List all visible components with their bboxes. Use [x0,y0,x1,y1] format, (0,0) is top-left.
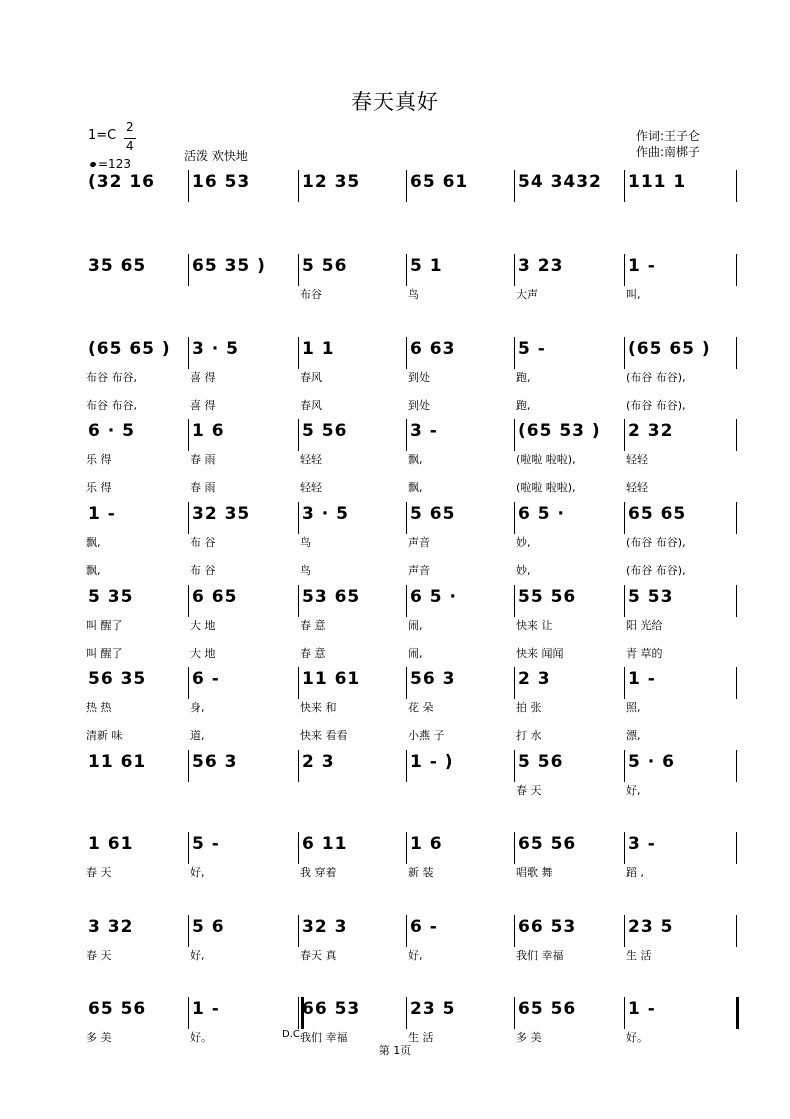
lyric-text: 布 谷 [190,536,216,549]
barline [736,585,737,617]
barline [406,750,407,782]
lyric-text: 到处 [408,371,430,384]
lyric-text: 声音 [408,536,430,549]
measure-notes: 5 - [518,339,546,359]
measure-notes: 53 65 [302,587,361,607]
barline [298,502,299,534]
lyric-text: 阳 光给 [626,619,663,632]
measure-notes: 6 5 · [518,504,565,524]
barline [298,750,299,782]
expression-marking: 活泼 欢快地 [184,149,248,163]
barline [188,750,189,782]
lyric-text: 叫 醒了 [86,619,123,632]
barline [736,832,737,864]
lyric-text: 布谷 布谷, [86,399,137,412]
lyric-text: (布谷 布谷), [626,371,686,384]
lyric-text: 身, [190,701,205,714]
lyric-text: 布谷 布谷, [86,371,137,384]
measure-notes: 66 53 [302,999,361,1019]
measure-notes: 5 65 [410,504,456,524]
barline [514,502,515,534]
barline [736,502,737,534]
measure-notes: 5 56 [302,421,348,441]
measure-notes: 5 · 6 [628,752,675,772]
measure-notes: 12 35 [302,172,361,192]
lyric-text: 春风 [300,399,322,412]
lyric-text: 我 穿着 [300,866,337,879]
lyric-text: 打 水 [516,729,542,742]
measure-notes: 1 6 [192,421,225,441]
measure-notes: 66 53 [518,917,577,937]
score-system [84,834,744,879]
measure-notes: 6 5 · [410,587,457,607]
lyric-text: 青 草的 [626,647,663,660]
barline [406,915,407,947]
measure-notes: (65 65 ) [88,339,171,359]
barline [514,585,515,617]
measure-notes: (32 16 [88,172,156,192]
lyric-text: 春风 [300,371,322,384]
lyric-text: 飘, [408,453,423,466]
measure-notes: (65 65 ) [628,339,711,359]
lyric-text: 大声 [516,288,538,301]
lyric-text: 闹, [408,619,423,632]
page-number: 第 1页 [378,1044,412,1057]
measure-notes: 111 1 [628,172,687,192]
measure-notes: 6 - [192,669,220,689]
barline [406,170,407,202]
measure-notes: 32 35 [192,504,251,524]
measure-notes: 1 - [628,999,656,1019]
lyric-text: 我们 幸福 [300,1031,348,1044]
barline [188,915,189,947]
measure-notes: 5 1 [410,256,443,276]
barline [624,337,625,369]
lyric-text: 轻轻 [300,453,322,466]
measure-notes: 5 56 [518,752,564,772]
barline [736,170,737,202]
barline [624,667,625,699]
lyric-text: 小燕 子 [408,729,445,742]
barline [298,667,299,699]
lyric-text: 唱歌 舞 [516,866,553,879]
measure-notes: 56 3 [192,752,238,772]
barline [406,337,407,369]
measure-notes: 1 - [628,256,656,276]
lyric-text: 多 美 [86,1031,112,1044]
barline [736,667,737,699]
lyric-text: 喜 得 [190,371,216,384]
measure-notes: 11 61 [302,669,361,689]
measure-notes: 65 65 [628,504,687,524]
measure-notes: 3 - [410,421,438,441]
barline [736,915,737,947]
measure-notes: 3 · 5 [192,339,239,359]
lyric-text: 布 谷 [190,564,216,577]
lyric-text: 照, [626,701,641,714]
barline [188,585,189,617]
barline [298,832,299,864]
lyric-text: 道, [190,729,205,742]
measure-notes: 6 - [410,917,438,937]
barline [736,997,739,1029]
score-system [84,339,744,412]
lyric-text: 好。 [190,1031,212,1044]
measure-notes: 5 6 [192,917,225,937]
measure-notes: 5 56 [302,256,348,276]
barline [736,419,737,451]
barline [736,254,737,286]
lyric-text: 大 地 [190,619,216,632]
barline [514,667,515,699]
measure-notes: 1 6 [410,834,443,854]
da-capo-marking: D.C. [282,1029,304,1040]
lyric-text: 快来 看看 [300,729,348,742]
barline [624,750,625,782]
lyric-text: 春 意 [300,647,326,660]
barline [624,832,625,864]
barline [188,502,189,534]
measure-notes: 3 - [628,834,656,854]
lyric-text: 乐 得 [86,481,112,494]
lyric-text: 春 雨 [190,453,216,466]
lyric-text: 轻轻 [300,481,322,494]
barline [736,750,737,782]
measure-notes: 6 65 [192,587,238,607]
lyricist-credit: 作词:王子仑 [636,129,701,143]
barline [624,170,625,202]
lyric-text: 好, [626,784,641,797]
score-system [84,669,744,742]
key-signature: 1=C [88,128,117,143]
measure-notes: 5 - [192,834,220,854]
score-system [84,256,744,301]
measure-notes: 55 56 [518,587,577,607]
lyric-text: 漂, [626,729,641,742]
barline [406,832,407,864]
barline [188,667,189,699]
barline [514,170,515,202]
barline [624,502,625,534]
measure-notes: 65 35 ) [192,256,266,276]
lyric-text: 喜 得 [190,399,216,412]
lyric-text: 春 天 [516,784,542,797]
measure-notes: 3 · 5 [302,504,349,524]
lyric-text: 声音 [408,564,430,577]
lyric-text: 春 雨 [190,481,216,494]
lyric-text: (布谷 布谷), [626,536,686,549]
lyric-text: 飘, [86,564,101,577]
score-system [84,504,744,577]
barline [514,419,515,451]
measure-notes: 6 63 [410,339,456,359]
measure-notes: 1 - [628,669,656,689]
tempo-marking [90,157,131,171]
measure-notes: 23 5 [628,917,674,937]
barline [514,337,515,369]
lyric-text: 跑, [516,399,531,412]
measure-notes: 65 61 [410,172,469,192]
lyric-text: 生 活 [408,1031,434,1044]
score-system [84,752,744,797]
lyric-text: 快来 和 [300,701,337,714]
lyric-text: 拍 张 [516,701,542,714]
lyric-text: (布谷 布谷), [626,399,686,412]
score-system [84,172,744,200]
barline [406,502,407,534]
lyric-text: 热 热 [86,701,112,714]
barline [624,997,625,1029]
barline [624,419,625,451]
lyric-text: 闹, [408,647,423,660]
lyric-text: 妙, [516,536,531,549]
measure-notes: 56 35 [88,669,147,689]
lyric-text: 乐 得 [86,453,112,466]
score-system [84,421,744,494]
measure-notes: 2 3 [518,669,551,689]
score-system [84,587,744,660]
measure-notes: 5 35 [88,587,134,607]
barline [514,915,515,947]
barline [188,170,189,202]
lyric-text: (啦啦 啦啦), [516,481,576,494]
lyric-text: (啦啦 啦啦), [516,453,576,466]
barline [624,915,625,947]
measure-notes: 65 56 [518,834,577,854]
score-system [84,917,744,962]
measure-notes: 56 3 [410,669,456,689]
lyric-text: 好, [190,866,205,879]
barline [514,254,515,286]
lyric-text: 多 美 [516,1031,542,1044]
lyric-text: 好, [408,949,423,962]
lyric-text: 叫 醒了 [86,647,123,660]
lyric-text: 快来 让 [516,619,553,632]
lyric-text: 布谷 [300,288,322,301]
measure-notes: 23 5 [410,999,456,1019]
barline [514,997,515,1029]
barline [406,997,407,1029]
barline [298,170,299,202]
measure-notes: 1 1 [302,339,335,359]
barline [736,337,737,369]
barline [406,419,407,451]
lyric-text: 叫, [626,288,641,301]
lyric-text: 春 意 [300,619,326,632]
song-title: 春天真好 [351,90,439,114]
barline [514,832,515,864]
barline [298,254,299,286]
barline [188,832,189,864]
time-signature-top: 2 [126,120,134,134]
lyric-text: 轻轻 [626,453,648,466]
lyric-text: 跑, [516,371,531,384]
barline [406,667,407,699]
lyric-text: 春天 真 [300,949,337,962]
measure-notes: 54 3432 [518,172,602,192]
quarter-note-icon [89,161,96,168]
lyric-text: 飘, [86,536,101,549]
barline [188,419,189,451]
lyric-text: 新 装 [408,866,434,879]
measure-notes: 65 56 [518,999,577,1019]
measure-notes: 6 11 [302,834,348,854]
measure-notes: 1 - [88,504,116,524]
barline [298,419,299,451]
measure-notes: 3 23 [518,256,564,276]
tempo-value: =123 [98,157,131,171]
measure-notes: 32 3 [302,917,348,937]
measure-notes: 11 61 [88,752,147,772]
measure-notes: 1 61 [88,834,134,854]
barline [298,915,299,947]
measure-notes: 2 3 [302,752,335,772]
measure-notes: 1 - [192,999,220,1019]
barline [298,997,299,1029]
lyric-text: 到处 [408,399,430,412]
measure-notes: 6 · 5 [88,421,135,441]
barline [624,254,625,286]
measure-notes: (65 53 ) [518,421,601,441]
measure-notes: 3 32 [88,917,134,937]
lyric-text: 鸟 [408,288,419,301]
barline [624,585,625,617]
lyric-text: 鸟 [300,564,311,577]
measure-notes: 5 53 [628,587,674,607]
composer-credit: 作曲:南梆子 [636,145,701,159]
lyric-text: 春 天 [86,949,112,962]
lyric-text: 清新 味 [86,729,123,742]
barline [188,254,189,286]
barline [298,337,299,369]
lyric-text: 轻轻 [626,481,648,494]
barline [188,997,189,1029]
lyric-text: 蹈 , [626,866,644,879]
lyric-text: 鸟 [300,536,311,549]
lyric-text: 我们 幸福 [516,949,564,962]
barline [514,750,515,782]
barline [406,585,407,617]
lyric-text: 好, [190,949,205,962]
lyric-text: 大 地 [190,647,216,660]
lyric-text: (布谷 布谷), [626,564,686,577]
measure-notes: 1 - ) [410,752,454,772]
measure-notes: 35 65 [88,256,147,276]
lyric-text: 妙, [516,564,531,577]
time-signature-bottom: 4 [126,139,134,153]
measure-notes: 16 53 [192,172,251,192]
lyric-text: 快来 闻闻 [516,647,564,660]
barline [406,254,407,286]
lyric-text: 飘, [408,481,423,494]
lyric-text: 春 天 [86,866,112,879]
barline [188,337,189,369]
measure-notes: 65 56 [88,999,147,1019]
lyric-text: 好。 [626,1031,648,1044]
barline [298,585,299,617]
lyric-text: 花 朵 [408,701,434,714]
lyric-text: 生 活 [626,949,652,962]
measure-notes: 2 32 [628,421,674,441]
